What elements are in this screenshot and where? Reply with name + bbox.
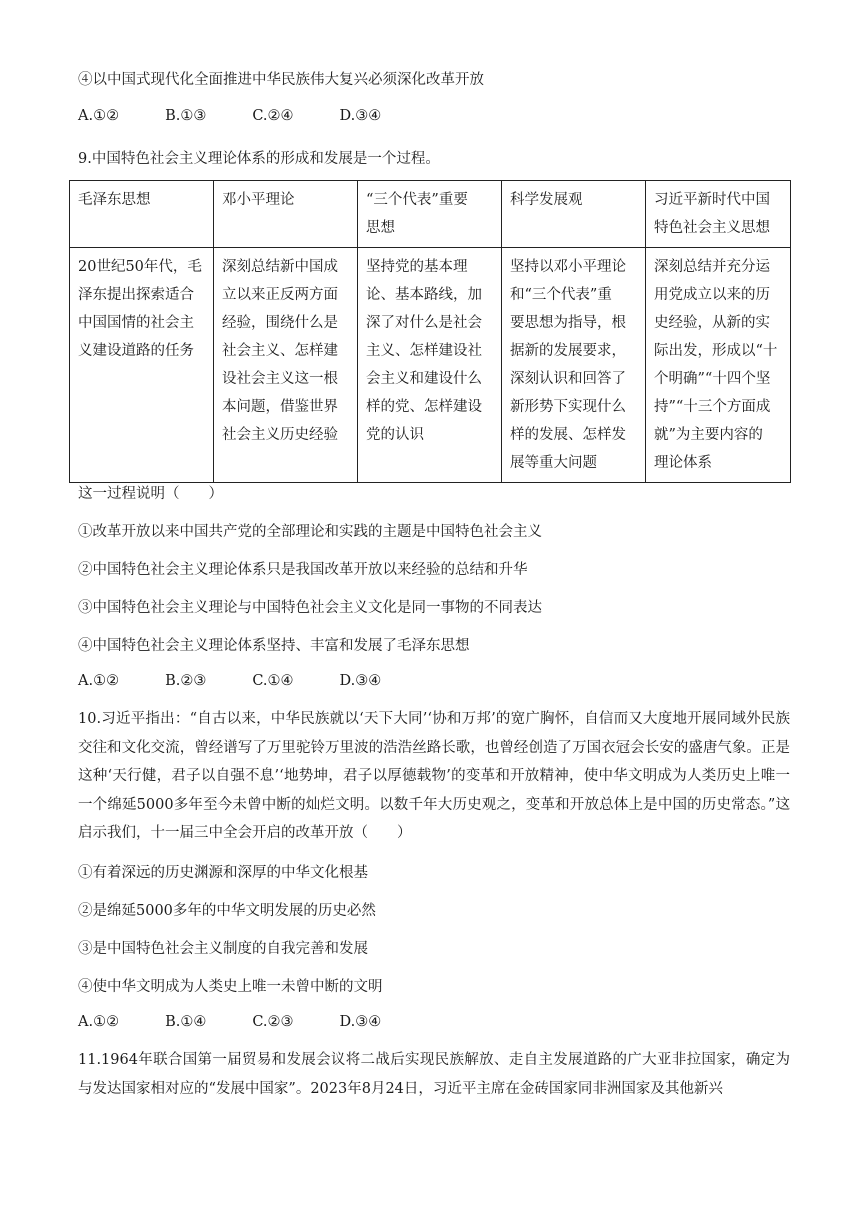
theory-table-header-row [70, 181, 791, 248]
q10-choice-d: D.③④ [339, 1014, 382, 1030]
table-cell: 深刻总结新中国成 立以来正反两方面 经验，围绕什么是 社会主义、怎样建 设社会主义这一根 本问题，借鉴世界 社会主义历史经验 [214, 248, 358, 483]
q9-choices [78, 673, 381, 689]
q10-choices [78, 1014, 381, 1030]
table-cell: 坚持党的基本理 论、基本路线，加 深了对什么是社会 主义、怎样建设社 会主义和建设什么 样的党、怎样建设 党的认识 [358, 248, 502, 483]
table-header-cell: 毛泽东思想 [70, 181, 214, 248]
q9-prompt: 这一过程说明（ ） [78, 486, 223, 502]
q8-choice-b: B.①③ [165, 108, 207, 124]
q10-option-4: ④使中华文明成为人类史上唯一未曾中断的文明 [78, 979, 383, 995]
q9-option-3: ③中国特色社会主义理论与中国特色社会主义文化是同一事物的不同表达 [78, 600, 542, 616]
theory-table [69, 180, 791, 483]
q8-option-4: ④以中国式现代化全面推进中华民族伟大复兴必须深化改革开放 [78, 72, 484, 88]
q10-option-1: ①有着深远的历史渊源和深厚的中华文化根基 [78, 865, 368, 881]
q10-stem: 10.习近平指出：“自古以来，中华民族就以‘天下大同’‘协和万邦’的宽广胸怀，自信而又大度地开展同域外民族交往和文化交流，曾经谱写了万里驼铃万里波的浩浩丝路长歌，也曾经创造了万国衣冠会长安的盛唐气象。正是这种‘天行健，君子以自强不息’‘地势坤，君子以厚德载物’的变革和开放精神，使中华文明成为人类历史上唯一一个绵延5000多年至今未曾中断的灿烂文明。以数千年大历史观之，变革和开放总体上是中国的历史常态。”这启示我们，十一届三中全会开启的改革开放（ ） [78, 711, 790, 842]
table-cell: 坚持以邓小平理论 和“三个代表”重 要思想为指导，根 据新的发展要求， 深刻认识和回答了 新形势下实现什么 样的发展、怎样发 展等重大问题 [502, 248, 646, 483]
q10-option-2: ②是绵延5000多年的中华文明发展的历史必然 [78, 903, 376, 919]
q9-choice-b: B.②③ [165, 673, 207, 689]
table-header-cell: 科学发展观 [502, 181, 646, 248]
q10-choice-b: B.①④ [165, 1014, 207, 1030]
table-cell: 20世纪50年代，毛 泽东提出探索适合 中国国情的社会主 义建设道路的任务 [70, 248, 214, 483]
q10-choice-c: C.②③ [252, 1014, 294, 1030]
q10-choice-a: A.①② [78, 1014, 120, 1030]
q9-choice-a: A.①② [78, 673, 120, 689]
q9-stem: 9.中国特色社会主义理论体系的形成和发展是一个过程。 [78, 151, 440, 167]
q10-option-3: ③是中国特色社会主义制度的自我完善和发展 [78, 941, 368, 957]
theory-table-body-row [70, 248, 791, 483]
table-header-cell: 邓小平理论 [214, 181, 358, 248]
q9-option-1: ①改革开放以来中国共产党的全部理论和实践的主题是中国特色社会主义 [78, 524, 542, 540]
q9-option-4: ④中国特色社会主义理论体系坚持、丰富和发展了毛泽东思想 [78, 638, 470, 654]
table-header-cell: “三个代表”重要 思想 [358, 181, 502, 248]
q8-choice-c: C.②④ [252, 108, 294, 124]
q9-choice-c: C.①④ [252, 673, 294, 689]
q9-option-2: ②中国特色社会主义理论体系只是我国改革开放以来经验的总结和升华 [78, 562, 528, 578]
table-header-cell: 习近平新时代中国 特色社会主义思想 [646, 181, 791, 248]
q9-choice-d: D.③④ [339, 673, 382, 689]
q8-choice-d: D.③④ [339, 108, 382, 124]
q11-stem: 11.1964年联合国第一届贸易和发展会议将二战后实现民族解放、走自主发展道路的广大亚非拉国家，确定为与发达国家相对应的“发展中国家”。2023年8月24日，习近平主席在金砖国家同非洲国家及其他新兴 [78, 1052, 790, 1097]
q8-choices [78, 108, 381, 124]
q8-choice-a: A.①② [78, 108, 120, 124]
table-cell: 深刻总结并充分运 用党成立以来的历 史经验，从新的实 际出发，形成以“十 个明确”“十四个坚 持”“十三个方面成 就”为主要内容的 理论体系 [646, 248, 791, 483]
